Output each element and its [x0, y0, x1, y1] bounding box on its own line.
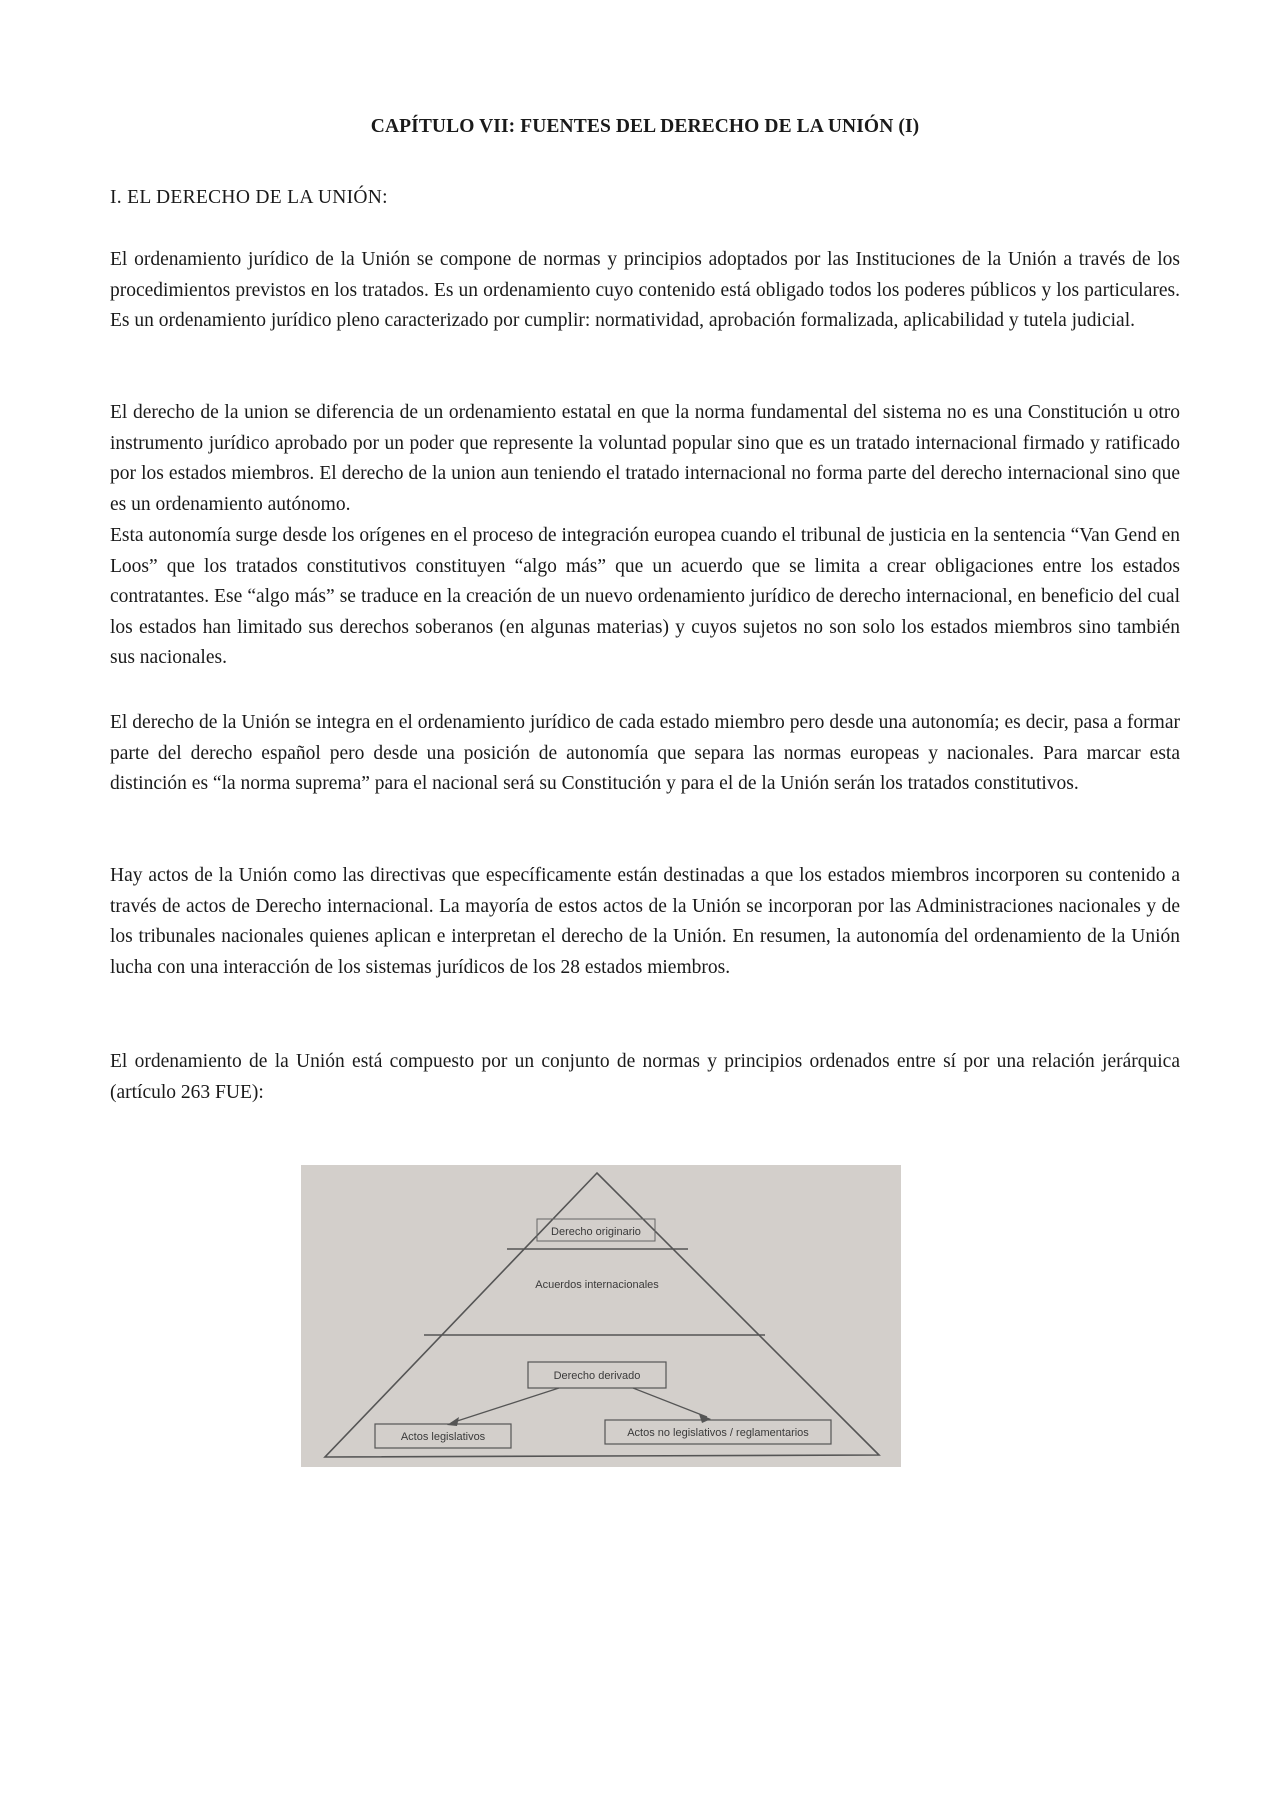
middle-tier-label: Acuerdos internacionales — [535, 1279, 659, 1291]
paragraph-2: El derecho de la union se diferencia de un ordenamiento estatal en que la norma fundamental del sistema no es una Constitución u otro instrumento jurídico aprobado por un poder que represente la voluntad popular sino que es un tratado internacional firmado y ratificado por los estados miembros. El derecho de la union aun teniendo el tratado internacional no forma parte del derecho internacional sino que es un ordenamiento autónomo. — [110, 402, 1180, 515]
non-legislative-acts-label: Actos no legislativos / reglamentarios — [627, 1427, 809, 1439]
derived-law-label: Derecho derivado — [553, 1370, 641, 1382]
legislative-acts-label: Actos legislativos — [400, 1431, 486, 1443]
section-heading: I. EL DERECHO DE LA UNIÓN: — [110, 187, 388, 208]
paragraph-3: Esta autonomía surge desde los orígenes en el proceso de integración europea cuando el tribunal de justicia en la sentencia “Van Gend en Loos” que los tratados constitutivos constituyen “algo más” que un acuerdo que se limita a crear obligaciones entre los estados contratantes. Ese “algo más” se traduce en la creación de un nuevo ordenamiento jurídico de derecho internacional, en beneficio del cual los estados han limitado sus derechos soberanos (en algunas materias) y cuyos sujetos no son solo los estados miembros sino también sus nacionales. — [110, 525, 1180, 668]
paragraph-1: El ordenamiento jurídico de la Unión se compone de normas y principios adoptados por las Instituciones de la Unión a través de los procedimientos previstos en los tratados. Es un ordenamiento cuyo contenido está obligado todos los poderes públicos y los particulares. Es un ordenamiento jurídico pleno caracterizado por cumplir: normatividad, aprobación formalizada, aplicabilidad y tutela judicial. — [110, 249, 1180, 331]
paragraph-6: El ordenamiento de la Unión está compuesto por un conjunto de normas y principios ordenados entre sí por una relación jerárquica (artículo 263 FUE): — [110, 1051, 1180, 1103]
arrow-left-line — [451, 1388, 559, 1423]
pyramid-diagram — [301, 1165, 901, 1467]
arrow-left-head — [447, 1417, 459, 1426]
chapter-title: CAPÍTULO VII: FUENTES DEL DERECHO DE LA UNIÓN (I) — [370, 116, 920, 137]
top-tier-label: Derecho originario — [551, 1226, 641, 1238]
paragraph-5: Hay actos de la Unión como las directivas que específicamente están destinadas a que los estados miembros incorporen su contenido a través de actos de Derecho internacional. La mayoría de estos actos de la Unión se incorporan por las Administraciones nacionales y de los tribunales nacionales quienes aplican e interpretan el derecho de la Unión. En resumen, la autonomía del ordenamiento de la Unión lucha con una interacción de los sistemas jurídicos de los 28 estados miembros. — [110, 865, 1180, 978]
hierarchy-pyramid-figure — [301, 1165, 901, 1467]
arrow-right-line — [633, 1388, 707, 1417]
paragraph-4: El derecho de la Unión se integra en el ordenamiento jurídico de cada estado miembro pero desde una autonomía; es decir, pasa a formar parte del derecho español pero desde una posición de autonomía que separa las normas europeas y nacionales. Para marcar esta distinción es “la norma suprema” para el nacional será su Constitución y para el de la Unión serán los tratados constitutivos. — [110, 712, 1180, 794]
pyramid-outline — [325, 1173, 879, 1457]
arrow-right-head — [699, 1414, 711, 1423]
